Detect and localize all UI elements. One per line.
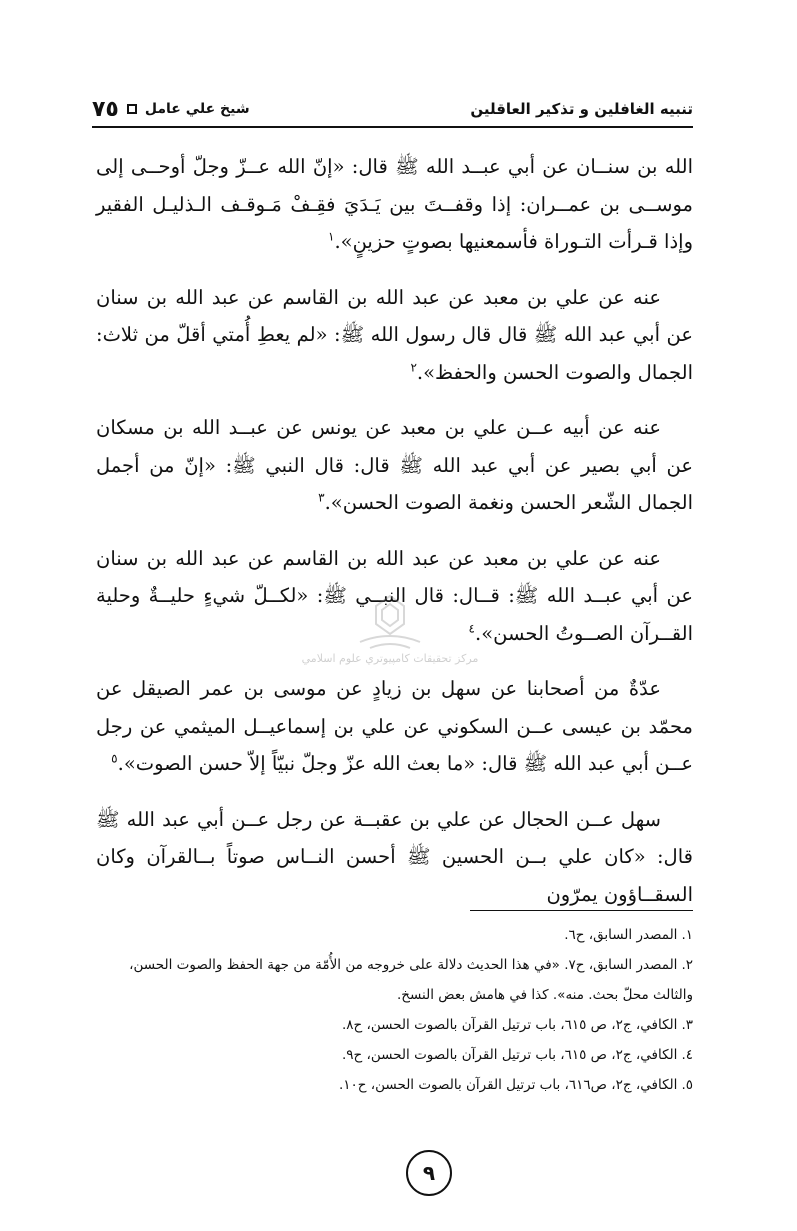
page-header [92, 92, 693, 128]
running-title: تنبيه الغافلين و تذكير العاقلين [470, 100, 693, 118]
footnote-text: المصدر السابق، ح٧. «في هذا الحديث دلالة على خروجه من الأُمّة من جهة الحفظ والصوت الحسن، والثالث محلّ بحث. منه». كذا في هامش بعض النسخ. [129, 957, 693, 1003]
footnote-number: ٣. [681, 1017, 693, 1033]
paragraph-text: عدّةٌ من أصحابنا عن سهل بن زيادٍ عن موسى بن عمر الصيقل عن محمّد بن عيسى عــن السكوني عن علي بن إسماعيــل الميثمي عن رجل عــن أبي عبد الله ﷺ قال: «ما بعث الله عزّ وجلّ نبيّاً إلاّ حسن الصوت». [96, 677, 693, 775]
watermark-text: مركز تحقيقات كامپيوتري علوم اسلامي [301, 652, 479, 665]
footnote-number: ٤. [681, 1047, 693, 1063]
footnote-ref: ٣ [318, 490, 325, 505]
footnote-text: المصدر السابق، ح٦. [564, 927, 678, 943]
author-name: شيخ علي عامل [144, 101, 250, 117]
footnote-divider [470, 910, 693, 911]
paragraph [96, 540, 693, 653]
paragraph-text: سهل عــن الحجال عن علي بن عقبــة عن رجل عــن أبي عبد الله ﷺ قال: «كان علي بــن الحسين ﷺ أحسن النــاس صوتاً بــالقرآن وكان السقــاؤون يمرّون [96, 807, 693, 906]
paragraph-text: عنه عن علي بن معبد عن عبد الله بن القاسم عن عبد الله بن سنان عن أبي عبــد الله ﷺ: قــال: قال النبــي ﷺ: «لكــلّ شيءٍ حليــةٌ وحلية القــرآن الصــوتُ الحسن». [96, 546, 693, 645]
footnote-text: الكافي، ج٢، ص ٦١٥، باب ترتيل القرآن بالصوت الحسن، ح٨. [341, 1017, 678, 1033]
footnote [96, 920, 693, 950]
paragraph [96, 670, 693, 783]
footnote [96, 1010, 693, 1040]
footnote-ref: ١ [328, 229, 335, 244]
page-number: ٧٥ [92, 96, 119, 122]
footnote-ref: ٥ [111, 751, 118, 766]
footnote-number: ٥. [681, 1077, 693, 1093]
footnotes [96, 920, 693, 1100]
paragraph [96, 148, 693, 261]
paragraph [96, 409, 693, 522]
footnote-text: الكافي، ج٢، ص ٦١٥، باب ترتيل القرآن بالصوت الحسن، ح٩. [341, 1047, 678, 1063]
footnote-number: ٢. [681, 957, 693, 973]
footnote-ref: ٢ [410, 360, 417, 374]
footnote [96, 1040, 693, 1070]
square-separator-icon [127, 104, 137, 114]
paragraph [96, 801, 693, 914]
paragraph-text: عنه عن علي بن معبد عن عبد الله بن القاسم عن عبد الله بن سنان عن أبي عبد الله ﷺ قال قال رسول الله ﷺ: «لم يعطِ أُمتي أقلّ من ثلاث: الجمال والصوت الحسن والحفظ». [96, 285, 693, 384]
header-left-group [92, 97, 250, 122]
footnote [96, 1070, 693, 1100]
body-text [96, 148, 693, 931]
bottom-page-number: ٩ [406, 1150, 452, 1196]
footnote [96, 950, 693, 1010]
footnote-number: ١. [681, 927, 693, 943]
paragraph [96, 279, 693, 392]
footnote-ref: ٤ [468, 621, 475, 635]
paragraph-text: الله بن سنــان عن أبي عبــد الله ﷺ قال: «إنّ الله عــزّ وجلّ أوحــى إلى موســى بن عمــران: إذا وقفــتَ بين يَـدَيَ فقِـفْ مَـوقـف الـذليـل الفقير وإذا قـرأت التـوراة فأسمعنيها بصوتٍ حزينٍ». [96, 155, 693, 253]
footnote-text: الكافي، ج٢، ص٦١٦، باب ترتيل القرآن بالصوت الحسن، ح١٠. [338, 1077, 678, 1093]
paragraph-text: عنه عن أبيه عــن علي بن معبد عن يونس عن عبــد الله بن مسكان عن أبي بصير عن أبي عبد الله ﷺ قال: قال النبي ﷺ: «إنّ من أجمل الجمال الشّعر الحسن ونغمة الصوت الحسن». [96, 416, 693, 514]
